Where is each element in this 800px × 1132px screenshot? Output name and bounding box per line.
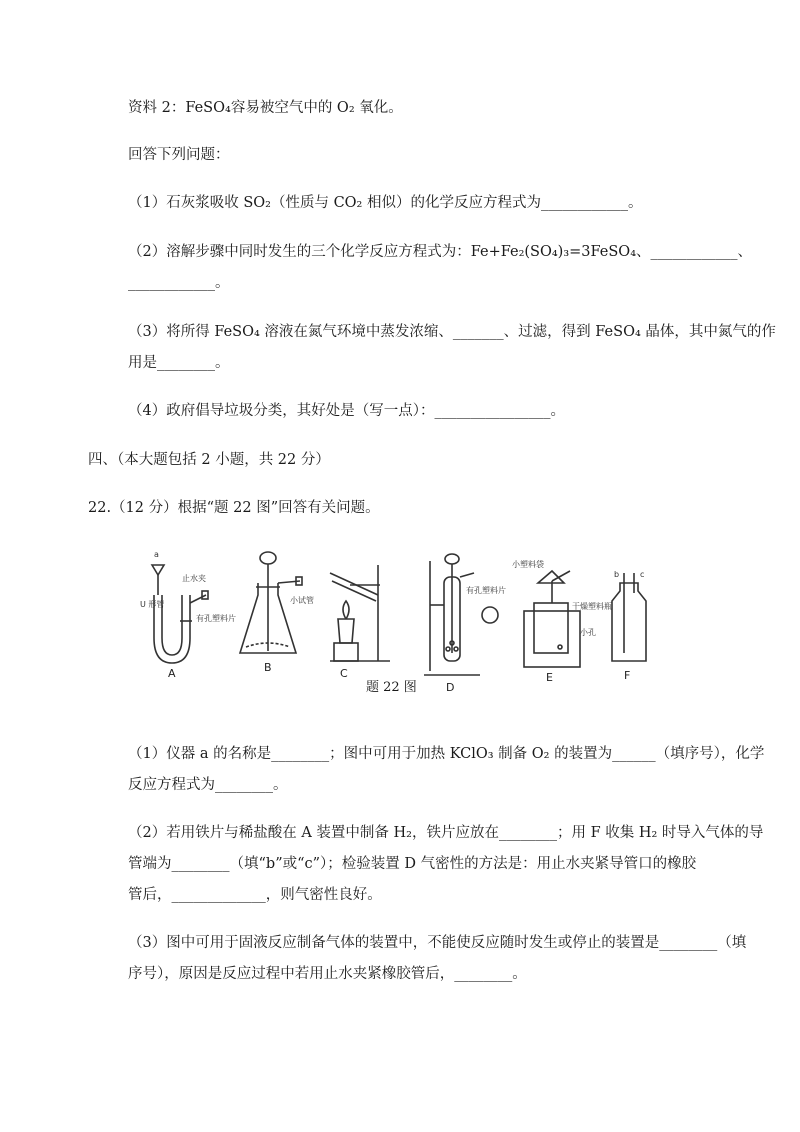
apparatus-c-drawing [330, 565, 390, 661]
apparatus-d-drawing [424, 554, 498, 675]
annotation-plate-d: 有孔塑料片 [466, 586, 506, 595]
label-b: b [614, 570, 620, 579]
question-2-line-1: （2）溶解步骤中同时发生的三个化学反应方程式为：Fe+Fe₂(SO₄)₃=3FeSO₄、____________、 [128, 244, 753, 260]
apparatus-figure [140, 543, 660, 695]
material-2: 资料 2：FeSO₄容易被空气中的 O₂ 氧化。 [128, 100, 403, 116]
section-heading: 四、（本大题包括 2 小题，共 22 分） [88, 452, 330, 468]
label-c: c [640, 570, 645, 579]
question-3-line-1: （3）将所得 FeSO₄ 溶液在氮气环境中蒸发浓缩、_______、过滤，得到 FeSO₄ 晶体，其中氮气的作 [128, 324, 776, 340]
part-2-line-3: 管后，_____________，则气密性良好。 [128, 887, 382, 903]
label-a: a [154, 550, 159, 559]
apparatus-e-drawing [524, 571, 580, 667]
question-22-title: 22.（12 分）根据“题 22 图”回答有关问题。 [88, 500, 380, 516]
annotation-plate-e: 干燥塑料瓶 [572, 602, 612, 611]
annotation-hole-e: 小孔 [580, 628, 596, 637]
part-2-line-1: （2）若用铁片与稀盐酸在 A 装置中制备 H₂，铁片应放在________；用 F 收集 H₂ 时导入气体的导 [128, 825, 764, 841]
part-3-line-1: （3）图中可用于固液反应制备气体的装置中，不能使反应随时发生或停止的装置是________（填 [128, 935, 747, 951]
question-2-line-2: ____________。 [128, 275, 230, 291]
label-apparatus-b: B [264, 661, 272, 674]
annotation-bag-e: 小塑料袋 [512, 560, 544, 569]
annotation-plate-a: 有孔塑料片 [196, 614, 236, 623]
label-apparatus-c: C [340, 667, 348, 680]
apparatus-f-drawing [612, 573, 646, 661]
instruction: 回答下列问题： [128, 147, 230, 163]
label-apparatus-a: A [168, 667, 176, 680]
question-1: （1）石灰浆吸收 SO₂（性质与 CO₂ 相似）的化学反应方程式为____________。 [128, 195, 643, 211]
part-1-line-1: （1）仪器 a 的名称是________；图中可用于加热 KClO₃ 制备 O₂ 的装置为______（填序号），化学 [128, 746, 765, 762]
label-apparatus-e: E [546, 671, 553, 684]
figure-caption: 题 22 图 [366, 680, 417, 695]
question-4: （4）政府倡导垃圾分类，其好处是（写一点）：________________。 [128, 403, 565, 419]
part-3-line-2: 序号），原因是反应过程中若用止水夹紧橡胶管后，________。 [128, 966, 527, 982]
part-2-line-2: 管端为________（填“b”或“c”）；检验装置 D 气密性的方法是：用止水夹紧导管口的橡胶 [128, 856, 697, 872]
label-apparatus-d: D [446, 681, 455, 694]
label-apparatus-f: F [624, 669, 631, 682]
part-1-line-2: 反应方程式为________。 [128, 777, 288, 793]
question-3-line-2: 用是________。 [128, 355, 230, 371]
annotation-u-tube: U 形管 [140, 600, 165, 609]
annotation-clamp-a: 止水夹 [182, 574, 206, 583]
annotation-test-tube-b: 小试管 [290, 596, 314, 605]
